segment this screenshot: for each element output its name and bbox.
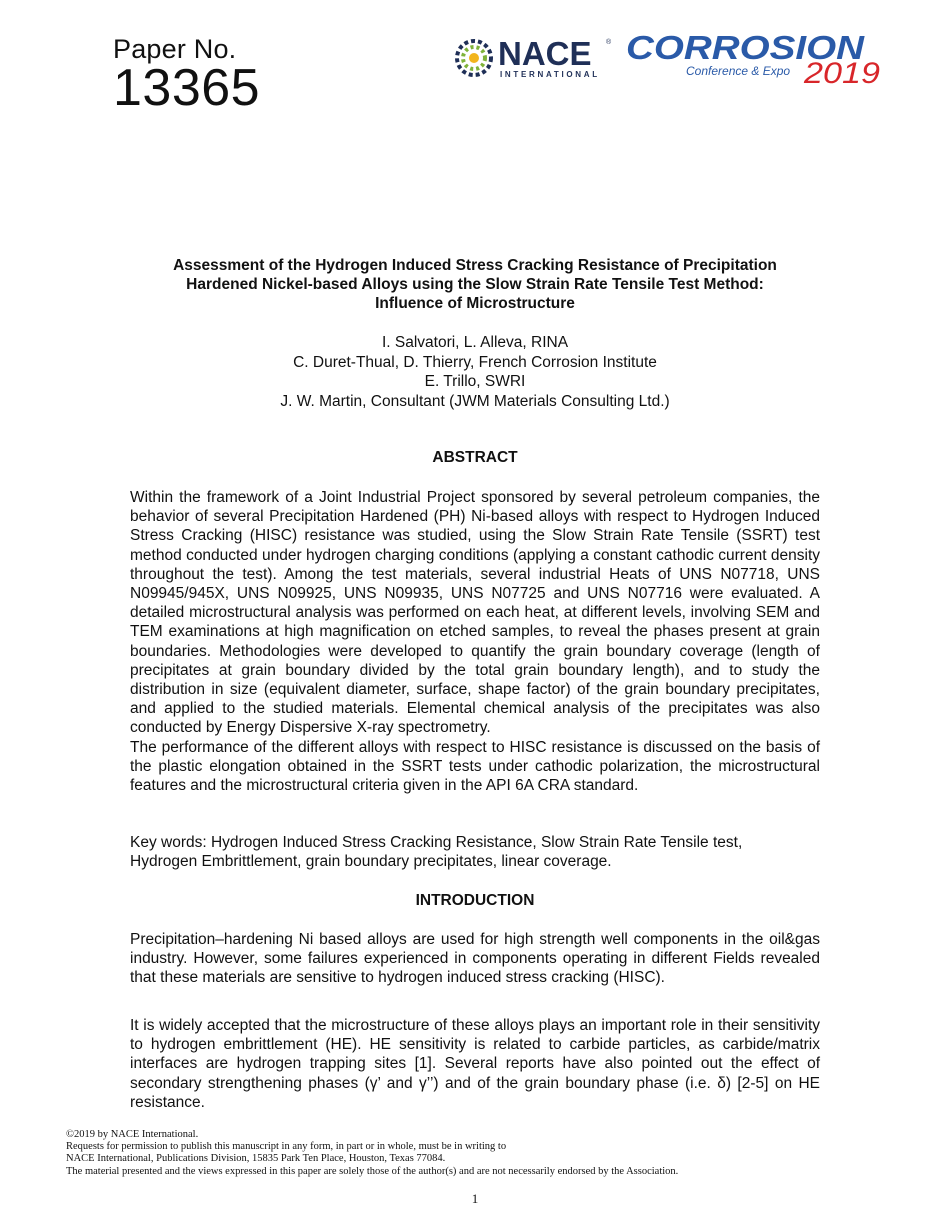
conference-expo-text: Conference & Expo [686, 64, 791, 78]
introduction-paragraph [130, 930, 820, 988]
registered-mark: ® [606, 39, 612, 46]
abstract-paragraph: Within the framework of a Joint Industrial Project sponsored by several petroleum companies, the behavior of several Precipitation Hardened (PH) Ni-based alloys with respect to Hydrogen Induced Stress Cracking (HISC) resistance was studied, using the Slow Strain Rate Tensile (SSRT) test method conducted under hydrogen charging conditions (applying a constant cathodic current density throughout the test). Among the test materials, several industrial Heats of UNS N07718, UNS N09945/945X, UNS N09925, UNS N09935, UNS N07725 and UNS N07716 were evaluated. A detailed microstructural analysis was performed on each heat, at different levels, involving SEM and TEM examinations at high magnification on etched samples, to reveal the phases present at grain boundaries. Methodologies were developed to quantify the grain boundary coverage (length of precipitates at grain boundary divided by the total grain boundary length), and to study the distribution in size (equivalent diameter, surface, shape factor) of the grain boundary precipitates, and applied to the studied materials. Elemental chemical analysis of the precipitates was also conducted by Energy Dispersive X-ray spectrometry. [130, 489, 820, 737]
keywords [130, 833, 820, 871]
introduction-heading: INTRODUCTION [415, 892, 535, 909]
keywords-line: Key words: Hydrogen Induced Stress Cracking Resistance, Slow Strain Rate Tensile test, [130, 834, 743, 851]
title-line: Assessment of the Hydrogen Induced Stress Cracking Resistance of Precipitation [173, 257, 777, 274]
corrosion-wordmark: CORROSION [626, 30, 866, 66]
keywords-line: Hydrogen Embrittlement, grain boundary precipitates, linear coverage. [130, 853, 612, 871]
footer-line: Requests for permission to publish this manuscript in any form, in part or in whole, must be in writing to [66, 1141, 507, 1153]
author-line: E. Trillo, SWRI [424, 373, 526, 390]
author-line: I. Salvatori, L. Alleva, RINA [381, 334, 569, 351]
corrosion-year: 2019 [802, 57, 881, 86]
title-line: Influence of Microstructure [375, 295, 575, 312]
author-line: C. Duret-Thual, D. Thierry, French Corrosion Institute [293, 353, 657, 371]
paper-title [100, 256, 850, 313]
nace-wordmark: NACE [498, 35, 592, 72]
copyright-footer [66, 1129, 678, 1178]
introduction-paragraph [130, 1016, 820, 1112]
paper-number-block [113, 34, 261, 117]
introduction-paragraph-1: Precipitation–hardening Ni based alloys are used for high strength well components in the oil&gas industry. However, some failures experienced in components operating in different Fields revealed that these materials are sensitive to hydrogen induced stress cracking (HISC). [130, 931, 820, 987]
abstract-body [130, 488, 820, 795]
paper-label: Paper No. [113, 34, 237, 64]
footer-line: ©2019 by NACE International. [66, 1129, 199, 1140]
footer-line: NACE International, Publications Division, 15835 Park Ten Place, Houston, Texas 77084. [66, 1153, 446, 1165]
author-line: J. W. Martin, Consultant (JWM Materials Consulting Ltd.) [280, 392, 670, 410]
abstract-heading: ABSTRACT [432, 449, 518, 466]
page-number: 1 [471, 1191, 479, 1206]
introduction-paragraph-2: It is widely accepted that the microstructure of these alloys plays an important role in their sensitivity to hydrogen embrittlement (HE). HE sensitivity is related to carbide particles, as carbide/matrix interfaces are hydrogen trapping sites [1]. Several reports have also pointed out the effect of secondary strengthening phases (γ’ and γ’’) and of the grain boundary phase (i.e. δ) [2-5] on HE resistance. [130, 1017, 820, 1111]
footer-line: The material presented and the views expressed in this paper are solely those of the author(s) and are not necessarily endorsed by the Association. [66, 1165, 679, 1177]
nace-subtitle: INTERNATIONAL [500, 70, 600, 79]
abstract-paragraph: The performance of the different alloys with respect to HISC resistance is discussed on the basis of the plastic elongation obtained in the SSRT tests under cathodic polarization, the microstructural features and the microstructural criteria given in the API 6A CRA standard. [130, 738, 820, 795]
title-line: Hardened Nickel-based Alloys using the Slow Strain Rate Tensile Test Method: [186, 276, 764, 293]
paper-number: 13365 [113, 59, 261, 117]
author-list [100, 333, 850, 411]
nace-globe-icon [457, 41, 491, 75]
corrosion-2019-logo [626, 30, 882, 86]
nace-logo [452, 34, 620, 80]
